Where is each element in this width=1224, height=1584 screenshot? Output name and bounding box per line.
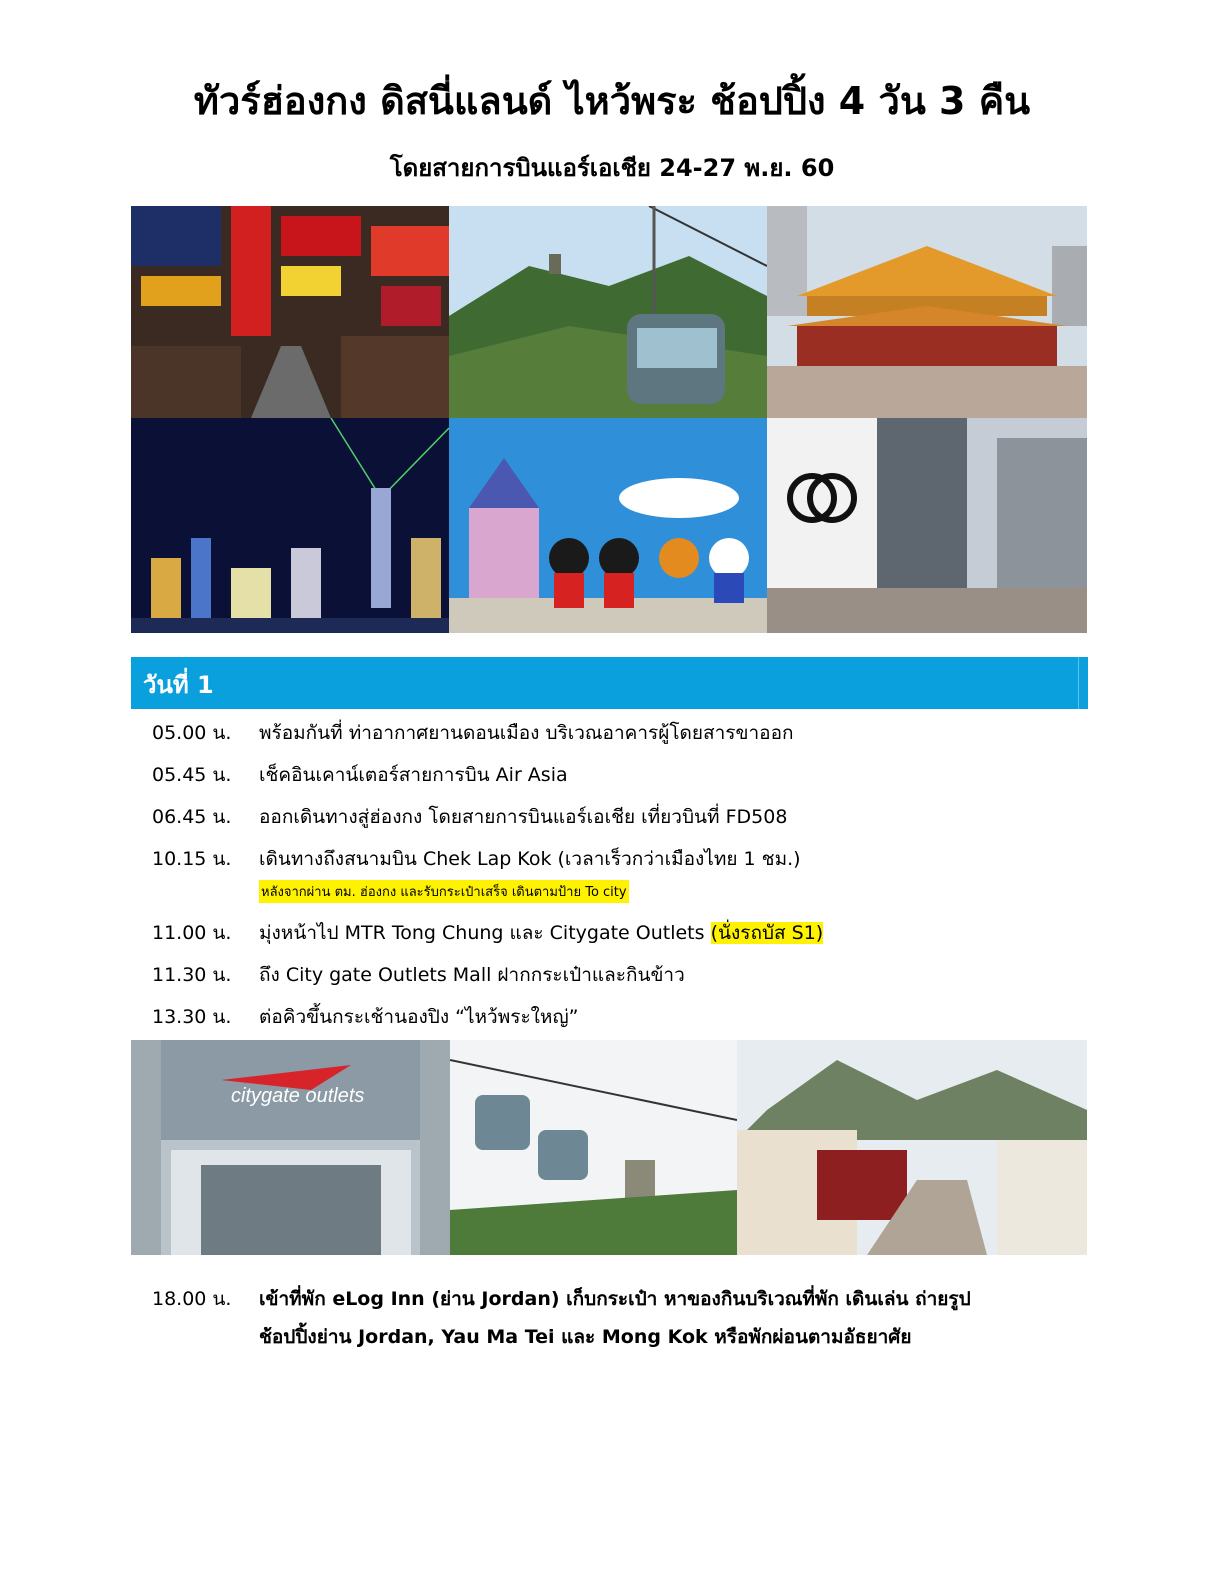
- schedule-row: [152, 844, 1082, 876]
- schedule-time: 18.00 น.: [152, 1288, 232, 1310]
- schedule-desc-continuation: ช้อปปิ้งย่าน Jordan, Yau Ma Tei และ Mong Kok หรือพักผ่อนตามอัธยาศัย: [259, 1326, 912, 1348]
- schedule-desc: เดินทางถึงสนามบิน Chek Lap Kok (เวลาเร็วกว่าเมืองไทย 1 ชม.): [259, 848, 801, 870]
- citygate-sign-text: citygate outlets: [231, 1085, 365, 1107]
- photo-wong-tai-sin-temple: [767, 206, 1087, 418]
- bus-highlight: (นั่งรถบัส S1): [710, 922, 824, 944]
- photo-cable-car-buddha: [449, 206, 767, 418]
- schedule-desc: พร้อมกันที่ ท่าอากาศยานดอนเมือง บริเวณอาคารผู้โดยสารขาออก: [259, 722, 794, 744]
- schedule-row: [152, 718, 1082, 750]
- photo-shopping-street: [767, 418, 1087, 633]
- schedule-desc-text: มุ่งหน้าไป MTR Tong Chung และ Citygate Outlets: [259, 922, 711, 944]
- photo-disneyland-characters: [449, 418, 767, 633]
- schedule-time: 11.30 น.: [152, 964, 232, 986]
- schedule-time: 05.00 น.: [152, 722, 232, 744]
- arrival-note: หลังจากผ่าน ตม. ฮ่องกง และรับกระเป๋าเสร็จ เดินตามป้าย To city: [259, 880, 629, 903]
- photo-ngong-ping-village: [737, 1040, 1087, 1255]
- photo-citygate-outlets: [131, 1040, 450, 1255]
- schedule-row: [152, 960, 1082, 992]
- photo-ngong-ping-cable-cars: [450, 1040, 737, 1255]
- page-subtitle: โดยสายการบินแอร์เอเชีย 24-27 พ.ย. 60: [389, 154, 835, 182]
- schedule-time: 13.30 น.: [152, 1006, 232, 1028]
- schedule-row: [152, 1002, 1082, 1034]
- schedule-row: [152, 760, 1082, 792]
- schedule-time: 11.00 น.: [152, 922, 232, 944]
- day-label: วันที่ 1: [143, 671, 214, 699]
- photo-hk-neon-street: [131, 206, 449, 418]
- photo-victoria-harbour-night: [131, 418, 449, 633]
- schedule-desc: ต่อคิวขึ้นกระเช้านองปิง “ไหว้พระใหญ่”: [259, 1006, 579, 1028]
- schedule-time: 10.15 น.: [152, 848, 232, 870]
- schedule-time: 06.45 น.: [152, 806, 232, 828]
- page-title: ทัวร์ฮ่องกง ดิสนี่แลนด์ ไหว้พระ ช้อปปิ้ง 4 วัน 3 คืน: [193, 79, 1031, 123]
- schedule-row: [152, 918, 1082, 950]
- schedule-desc: [259, 918, 823, 948]
- schedule-desc: เช็คอินเคาน์เตอร์สายการบิน Air Asia: [259, 764, 568, 786]
- schedule-desc: เข้าที่พัก eLog Inn (ย่าน Jordan) เก็บกระเป๋า หาของกินบริเวณที่พัก เดินเล่น ถ่ายรูป: [259, 1288, 971, 1310]
- schedule-desc: ออกเดินทางสู่ฮ่องกง โดยสายการบินแอร์เอเชีย เที่ยวบินที่ FD508: [259, 806, 788, 828]
- schedule-row: [152, 802, 1082, 834]
- schedule-desc: ถึง City gate Outlets Mall ฝากกระเป๋าและกินข้าว: [259, 964, 685, 986]
- schedule-time: 05.45 น.: [152, 764, 232, 786]
- schedule-row-evening: [152, 1284, 1082, 1316]
- day-header-bar: [131, 657, 1088, 709]
